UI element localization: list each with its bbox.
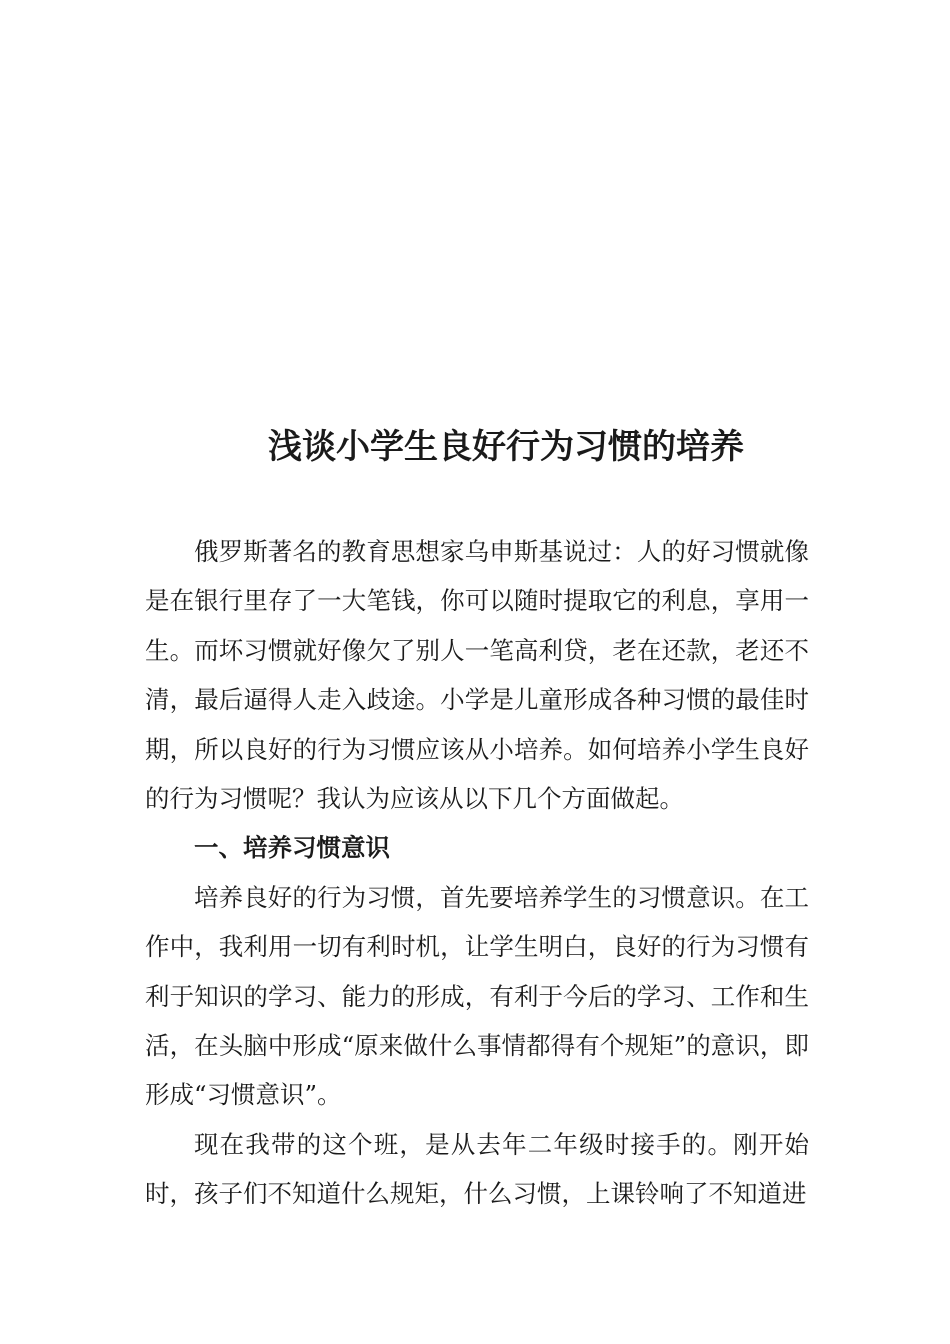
paragraph-habit-awareness: 培养良好的行为习惯，首先要培养学生的习惯意识。在工作中，我利用一切有利时机，让学生明白，良好的行为习惯有利于知识的学习、能力的形成，有利于今后的学习、工作和生活，在头脑中形成“原来做什么事情都得有个规矩”的意识，即形成“习惯意识”。 <box>145 882 809 1110</box>
paragraph-intro: 俄罗斯著名的教育思想家乌申斯基说过：人的好习惯就像是在银行里存了一大笔钱，你可以随时提取它的利息，享用一生。而坏习惯就好像欠了别人一笔高利贷，老在还款，老还不清，最后逼得人走入歧途。小学是儿童形成各种习惯的最佳时期，所以良好的行为习惯应该从小培养。如何培养小学生良好的行为习惯呢？我认为应该从以下几个方面做起。 <box>145 537 809 814</box>
paragraph-class-experience: 现在我带的这个班，是从去年二年级时接手的。刚开始时，孩子们不知道什么规矩，什么习惯，上课铃响了不知道进 <box>145 1129 809 1209</box>
section-heading: 一、培养习惯意识 <box>194 833 390 863</box>
document-body <box>145 527 809 1219</box>
document-title: 浅谈小学生良好行为习惯的培养 <box>268 427 744 467</box>
